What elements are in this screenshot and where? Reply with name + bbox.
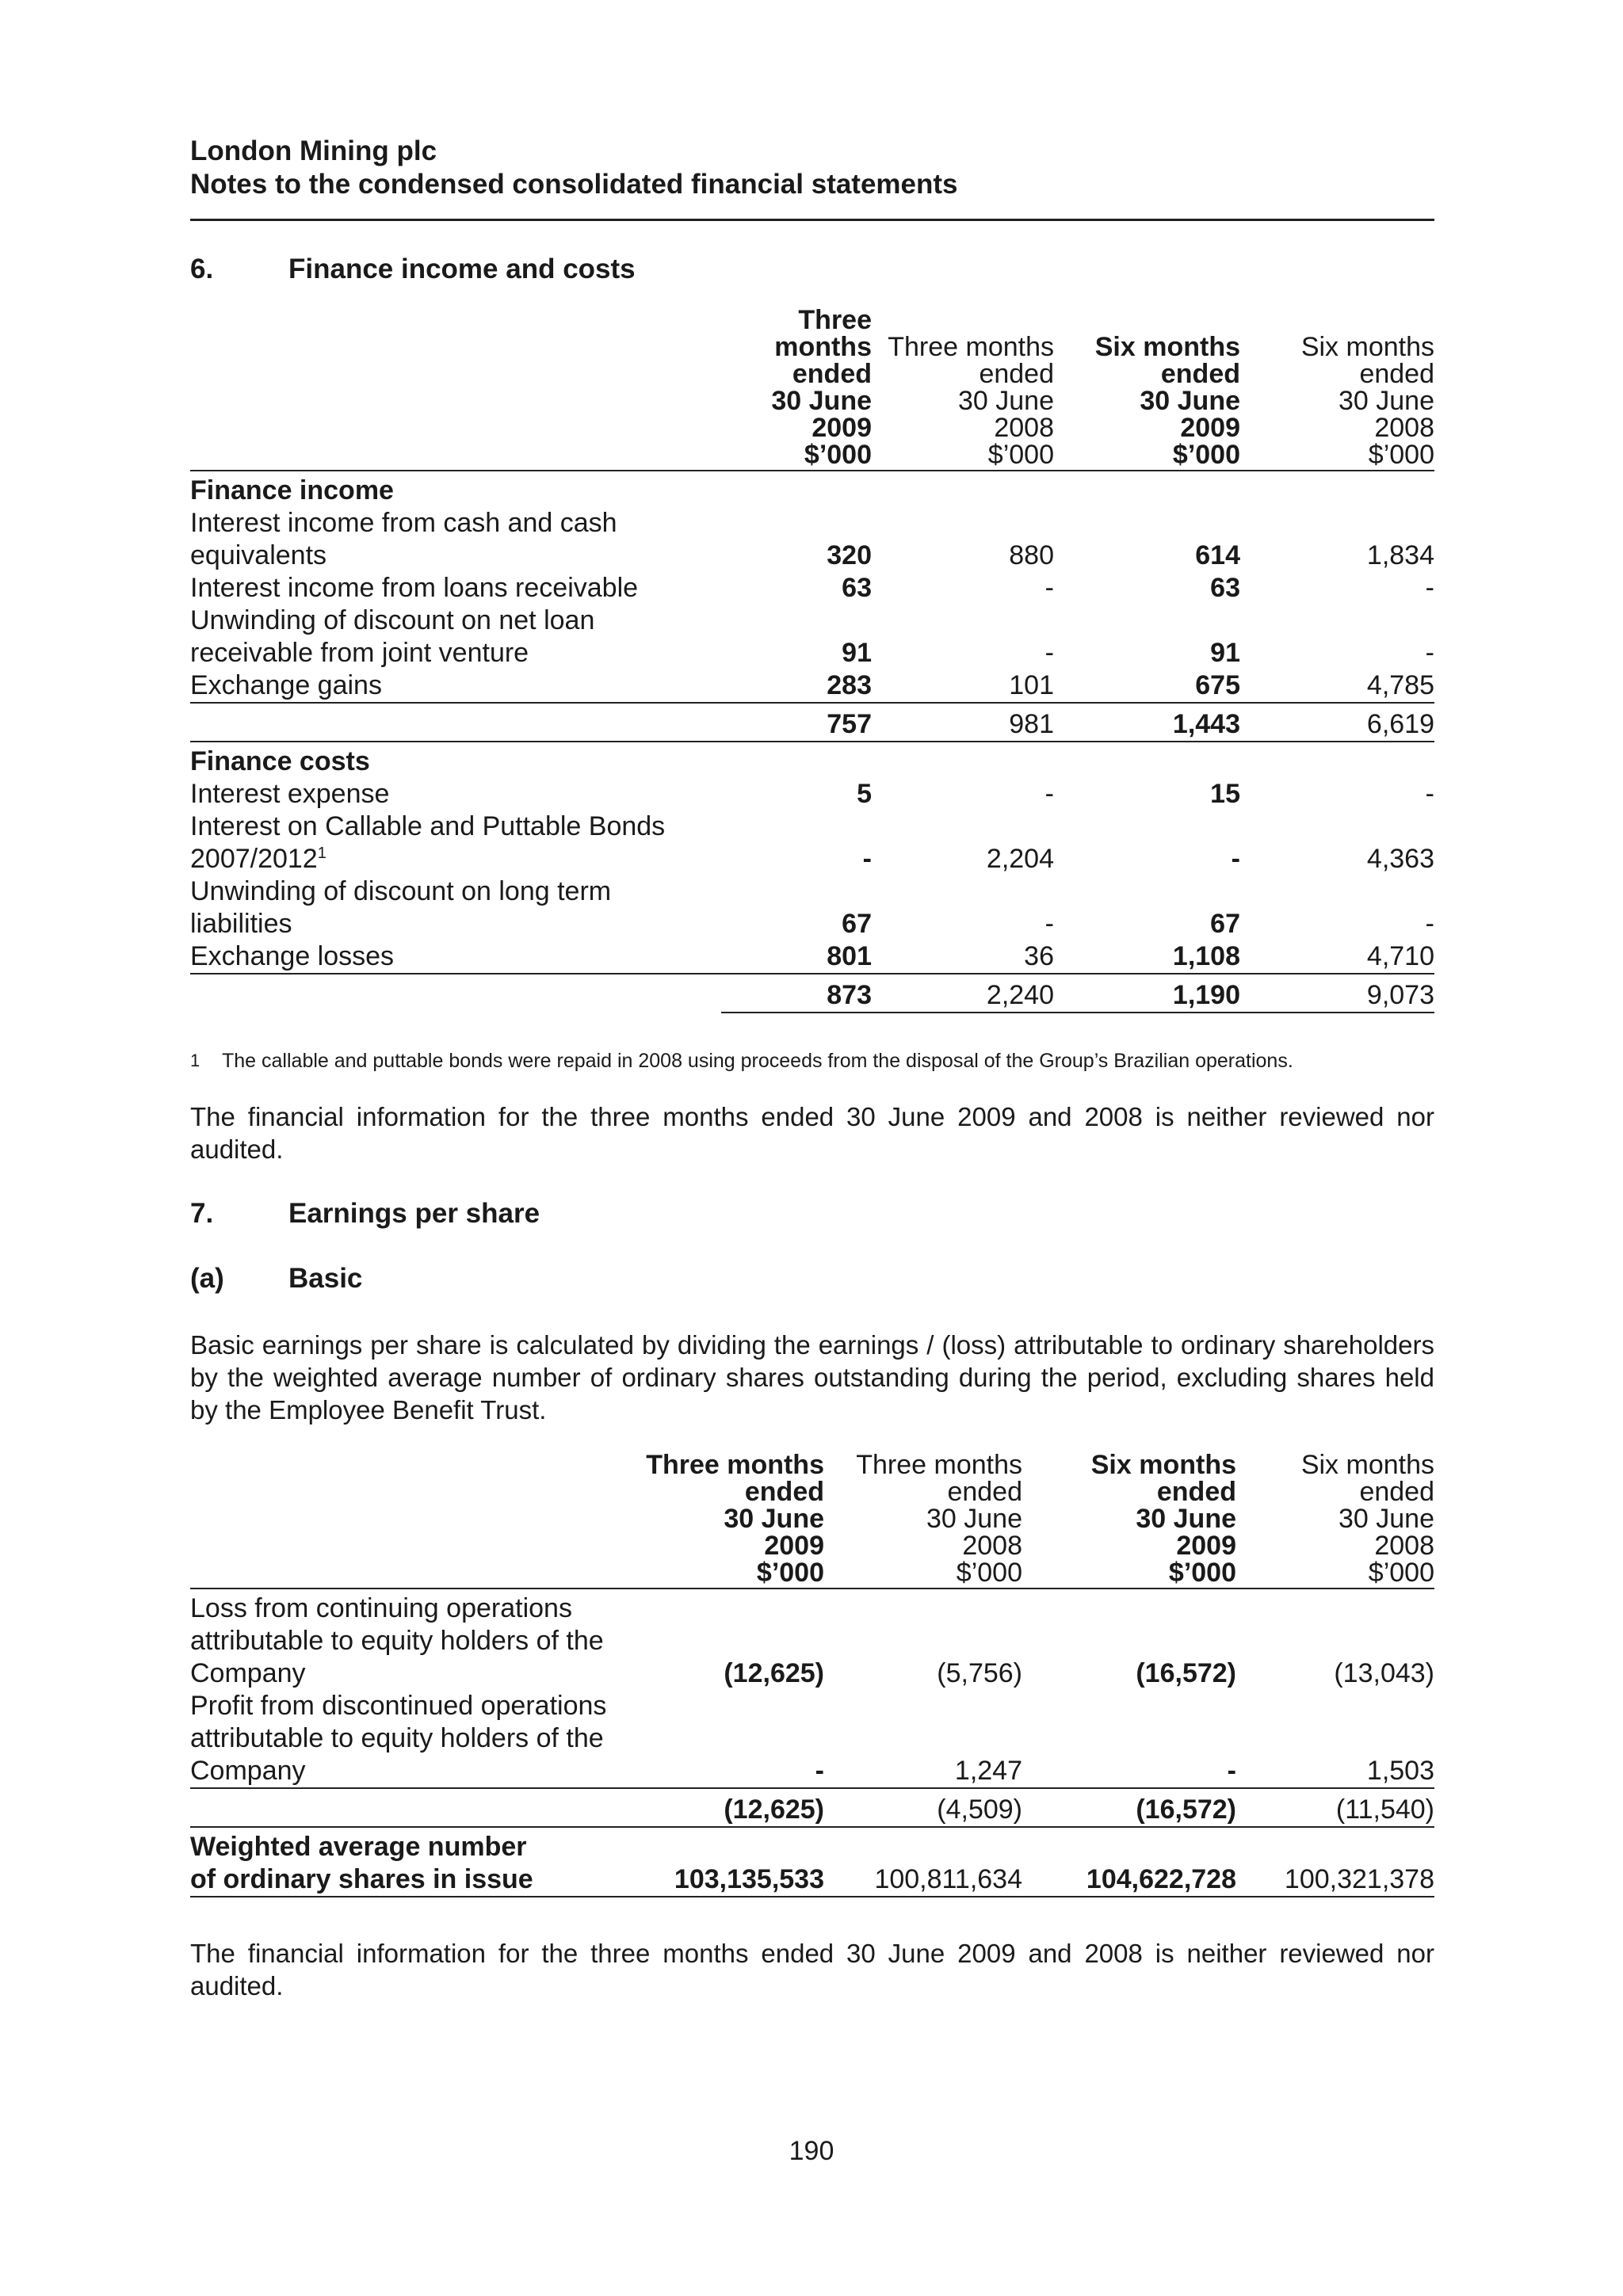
table-row: Loss from continuing operations attributable to equity holders of the Company (12,625) (5,756) (16,572) (13,043) — [190, 1589, 1434, 1690]
section-number: 6. — [190, 254, 214, 284]
table-row: Interest income from cash and cash equivalents 320 880 614 1,834 — [190, 508, 1434, 570]
section-7-note: The financial information for the three months ended 30 June 2009 and 2008 is neither reviewed nor audited. — [190, 1939, 1434, 2000]
weighted-shares-row: Weighted average number of ordinary shares in issue 103,135,533 100,811,634 104,622,728 100,321,378 — [190, 1827, 1434, 1897]
section-title: Earnings per share — [288, 1198, 540, 1229]
footnote — [190, 1048, 1434, 1074]
eps-total: (12,625) (4,509) (16,572) (11,540) — [190, 1788, 1434, 1827]
finance-income-heading: Finance income — [190, 471, 1434, 507]
page-number: 190 — [789, 2136, 834, 2166]
section-6-heading — [190, 253, 1434, 286]
table-row: Unwinding of discount on long term liabilities 67 - 67 - — [190, 876, 1434, 939]
table-row: Interest expense 5 - 15 - — [190, 779, 1434, 809]
table-row: Exchange gains 283 101 675 4,785 — [190, 669, 1434, 703]
col-header: Three months ended 30 June 2009 $’000 — [634, 1451, 824, 1589]
table-row: Unwinding of discount on net loan receivable from joint venture 91 - 91 - — [190, 605, 1434, 668]
section-title: Finance income and costs — [288, 254, 636, 284]
basic-eps-intro: Basic earnings per share is calculated by dividing the earnings / (loss) attributable to ordinary shareholders by the weighted average number of ordinary shares outstanding during the period, excluding shares held by the Employee Benefit Trust. — [190, 1330, 1434, 1425]
column-headers — [190, 1451, 1434, 1589]
footnote-number: 1 — [190, 1051, 200, 1070]
table-row: Exchange losses 801 36 1,108 4,710 — [190, 940, 1434, 974]
page-content — [190, 135, 1434, 2002]
finance-costs-total: 873 2,240 1,190 9,073 — [190, 974, 1434, 1013]
subsection-number: (a) — [190, 1263, 224, 1294]
footnote-text: The callable and puttable bonds were repaid in 2008 using proceeds from the disposal of the Group’s Brazilian operations. — [222, 1050, 1293, 1072]
col-header: Six months ended 30 June 2009 $’000 — [1022, 1451, 1236, 1589]
finance-table — [190, 307, 1434, 1013]
finance-costs-heading: Finance costs — [190, 742, 1434, 778]
section-6-note: The financial information for the three months ended 30 June 2009 and 2008 is neither reviewed nor audited. — [190, 1102, 1434, 1164]
col-header: Three months ended 30 June 2008 $’000 — [872, 307, 1054, 471]
column-headers — [190, 307, 1434, 471]
finance-income-total: 757 981 1,443 6,619 — [190, 703, 1434, 742]
header-rule — [190, 219, 1434, 221]
eps-table — [190, 1451, 1434, 1897]
col-header: Six months ended 30 June 2008 $’000 — [1236, 1451, 1434, 1589]
table-row: Profit from discontinued operations attributable to equity holders of the Company - 1,247 - 1,503 — [190, 1690, 1434, 1788]
section-7-heading — [190, 1197, 1434, 1230]
document-subtitle: Notes to the condensed consolidated financial statements — [190, 169, 958, 200]
col-header: Three months ended 30 June 2009 $’000 — [721, 307, 872, 471]
col-header: Six months ended 30 June 2008 $’000 — [1240, 307, 1434, 471]
col-header: Three months ended 30 June 2008 $’000 — [824, 1451, 1022, 1589]
subsection-a-heading — [190, 1262, 1434, 1295]
subsection-title: Basic — [288, 1263, 363, 1294]
company-name: London Mining plc — [190, 135, 437, 166]
table-row: Interest income from loans receivable 63 - 63 - — [190, 573, 1434, 603]
section-number: 7. — [190, 1198, 214, 1229]
table-row: Interest on Callable and Puttable Bonds 2007/2012$^1$ - 2,204 - 4,363 — [190, 811, 1434, 874]
col-header: Six months ended 30 June 2009 $’000 — [1054, 307, 1240, 471]
